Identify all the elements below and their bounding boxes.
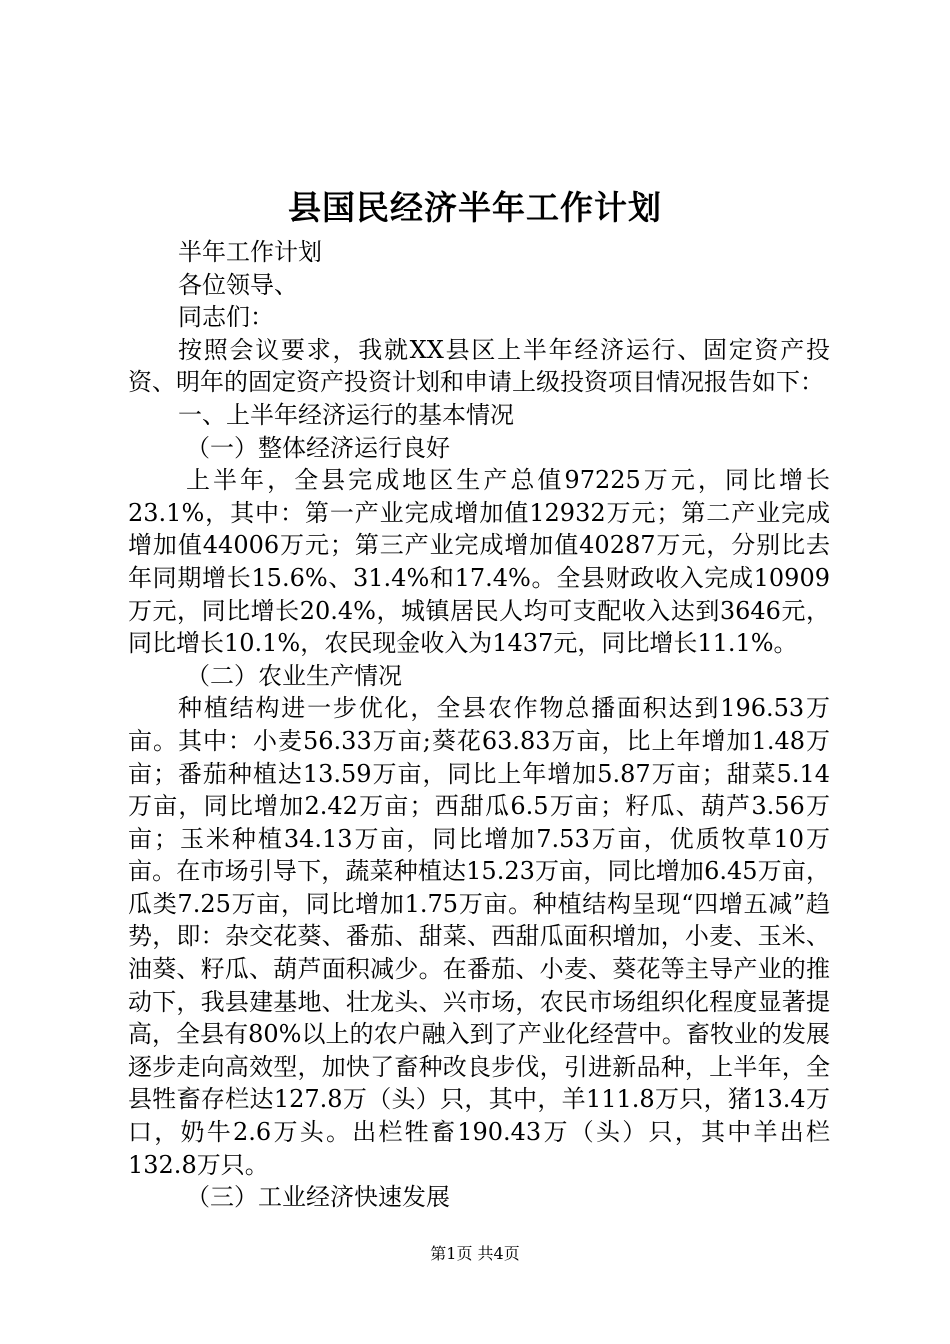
section-heading-1: 一、上半年经济运行的基本情况 — [178, 400, 514, 429]
subsection-heading-1: （一）整体经济运行良好 — [186, 433, 450, 462]
page-footer: 第1页 共4页 — [430, 1244, 520, 1263]
salutation-line-1: 各位领导、 — [178, 270, 298, 299]
document-body — [128, 236, 830, 1214]
paragraph-agriculture: 种植结构进一步优化，全县农作物总播面积达到196.53万亩。其中：小麦56.33万亩;葵花63.83万亩，比上年增加1.48万亩；番茄种植达13.59万亩，同比上年增加5.87万亩；甜菜5.14万亩，同比增加2.42万亩；西甜瓜6.5万亩；籽瓜、葫芦3.56万亩；玉米种植34.13万亩，同比增加7.53万亩，优质牧草10万亩。在市场引导下，蔬菜种植达15.23万亩，同比增加6.45万亩，瓜类7.25万亩，同比增加1.75万亩。种植结构呈现“四增五减”趋势，即：杂交花葵、番茄、甜菜、西甜瓜面积增加，小麦、玉米、油葵、籽瓜、葫芦面积减少。在番茄、小麦、葵花等主导产业的推动下，我县建基地、壮龙头、兴市场，农民市场组织化程度显著提高，全县有80%以上的农户融入到了产业化经营中。畜牧业的发展逐步走向高效型，加快了畜种改良步伐，引进新品种，上半年，全县牲畜存栏达127.8万（头）只，其中，羊111.8万只，猪13.4万口，奶牛2.6万头。出栏牲畜190.43万（头）只，其中羊出栏132.8万只。 — [128, 694, 830, 1179]
salutation-line-2: 同志们： — [178, 303, 274, 332]
heading-line: 半年工作计划 — [178, 238, 322, 266]
paragraph-economy: 上半年，全县完成地区生产总值97225万元，同比增长23.1%，其中：第一产业完成增加值12932万元；第二产业完成增加值44006万元；第三产业完成增加值40287万元，分别比去年同期增长15.6%、31.4%和17.4%。全县财政收入完成10909万元，同比增长20.4%，城镇居民人均可支配收入达到3646元，同比增长10.1%，农民现金收入为1437元，同比增长11.1%。 — [128, 466, 830, 658]
intro-paragraph: 按照会议要求，我就XX县区上半年经济运行、固定资产投资、明年的固定资产投资计划和申请上级投资项目情况报告如下： — [128, 335, 830, 397]
document-title: 县国民经济半年工作计划 — [288, 188, 662, 227]
subsection-heading-2: （二）农业生产情况 — [186, 661, 402, 690]
subsection-heading-3: （三）工业经济快速发展 — [186, 1183, 450, 1212]
